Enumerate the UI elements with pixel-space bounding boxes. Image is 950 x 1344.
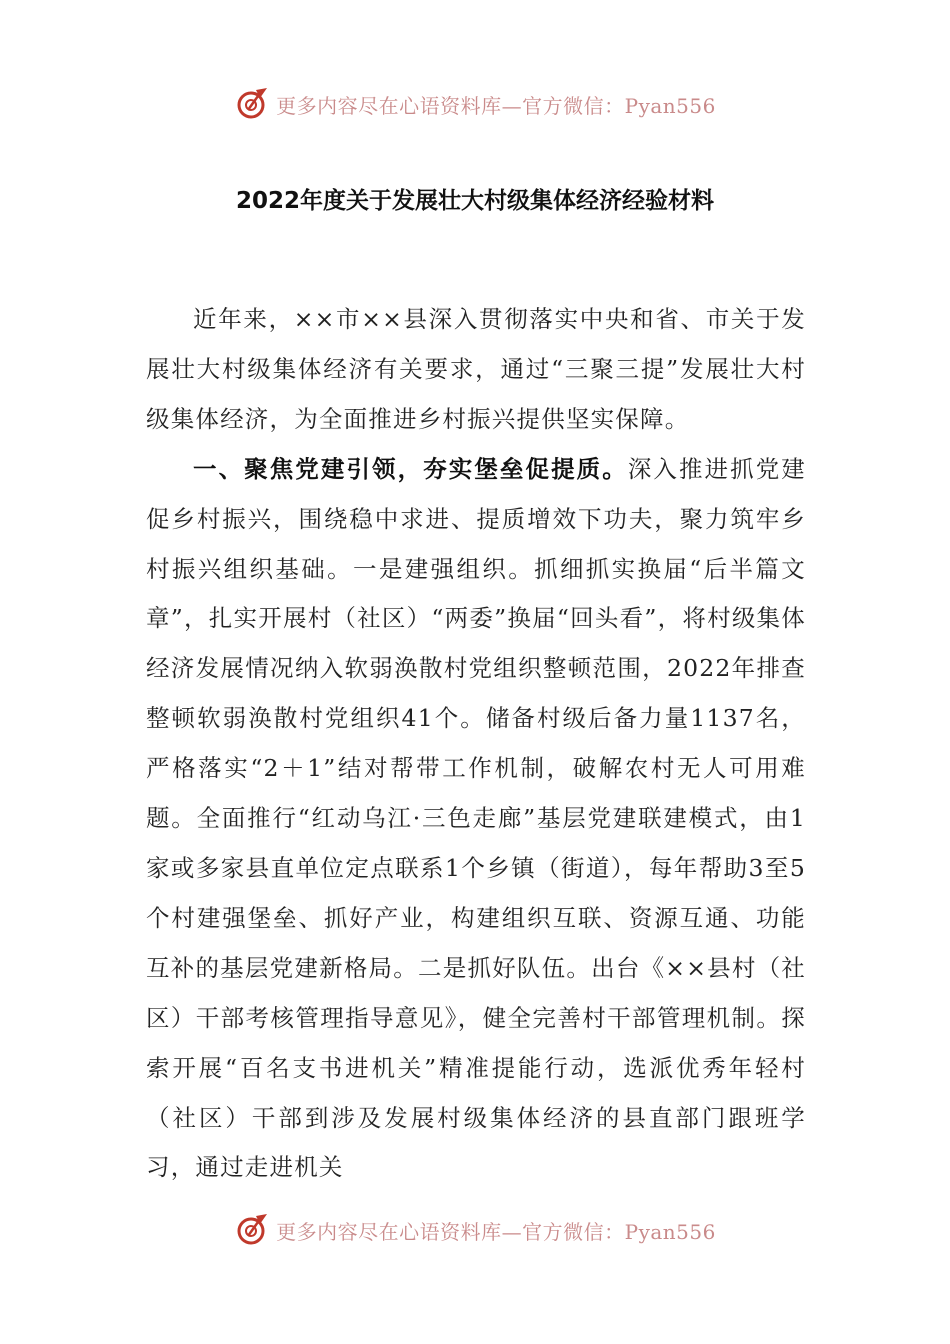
section-1-paragraph <box>146 445 806 1194</box>
watermark-header <box>0 86 950 122</box>
watermark-footer <box>0 1212 950 1248</box>
pen-ring-logo-icon <box>234 1212 270 1248</box>
section-1-text: 深入推进抓党建促乡村振兴，围绕稳中求进、提质增效下功夫，聚力筑牢乡村振兴组织基础。一是建强组织。抓细抓实换届“后半篇文章”，扎实开展村（社区）“两委”换届“回头看”，将村级集体经济发展情况纳入软弱涣散村党组织整顿范围，2022年排查整顿软弱涣散村党组织41个。储备村级后备力量1137名，严格落实“2＋1”结对帮带工作机制，破解农村无人可用难题。全面推行“红动乌江·三色走廊”基层党建联建模式，由1家或多家县直单位定点联系1个乡镇（街道），每年帮助3至5个村建强堡垒、抓好产业，构建组织互联、资源互通、功能互补的基层党建新格局。二是抓好队伍。出台《××县村（社区）干部考核管理指导意见》，健全完善村干部管理机制。探索开展“百名支书进机关”精准提能行动，选派优秀年轻村（社区）干部到涉及发展村级集体经济的县直部门跟班学习，通过走进机关 <box>146 454 806 1182</box>
watermark-text: 更多内容尽在心语资料库—官方微信：Pyan556 <box>276 1219 716 1244</box>
pen-ring-logo-icon <box>234 86 270 122</box>
section-1-heading: 一、聚焦党建引领，夯实堡垒促提质。 <box>193 454 628 483</box>
document-body <box>146 295 806 1193</box>
document-title: 2022年度关于发展壮大村级集体经济经验材料 <box>235 188 714 214</box>
intro-paragraph: 近年来，××市××县深入贯彻落实中央和省、市关于发展壮大村级集体经济有关要求，通过“三聚三提”发展壮大村级集体经济，为全面推进乡村振兴提供坚实保障。 <box>146 305 806 433</box>
watermark-text: 更多内容尽在心语资料库—官方微信：Pyan556 <box>276 93 716 118</box>
